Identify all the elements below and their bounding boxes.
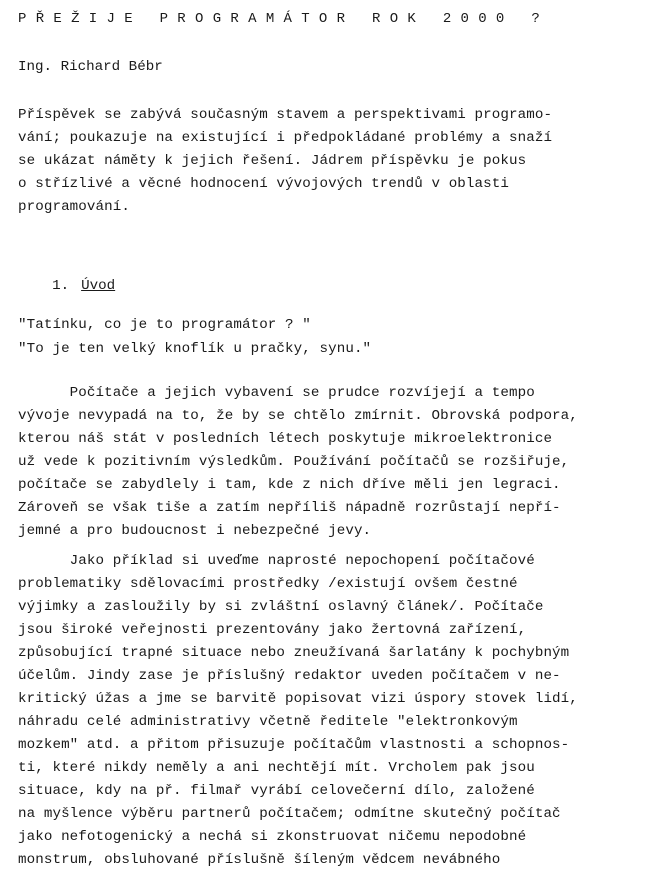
section-title: Úvod [81,278,116,294]
paragraph-line: problematiky sdělovacími prostředky /existují ovšem čestné [18,576,518,592]
abstract-line: programování. [18,199,130,215]
abstract-line: Příspěvek se zabývá současným stavem a perspektivami programo- [18,107,553,123]
quote-line: "To je ten velký knoflík u pračky, synu." [18,341,372,357]
paragraph-line: jemné a pro budoucnost i nebezpečné jevy. [18,523,372,539]
paragraph-line: ti, které nikdy neměly a ani nechtějí mít. Vrcholem pak jsou [18,760,535,776]
paragraph-line: monstrum, obsluhované příslušně šíleným vědcem nevábného [18,852,501,868]
paragraph-line: mozkem" atd. a přitom přisuzuje počítačům vlastnosti a schopnos- [18,737,570,753]
abstract-line: se ukázat náměty k jejich řešení. Jádrem příspěvku je pokus [18,153,527,169]
paragraph-line: účelům. Jindy zase je příslušný redaktor uveden počítačem v ne- [18,668,561,684]
paragraph-line: náhradu celé administrativy včetně ředitele "elektronkovým [18,714,518,730]
paragraph-line: kterou náš stát v posledních létech poskytuje mikroelektronice [18,431,553,447]
quote-line: "Tatínku, co je to programátor ? " [18,317,311,333]
document-title: PŘEŽIJE PROGRAMÁTOR ROK 2000 ? [18,11,550,27]
paragraph-line: Počítače a jejich vybavení se prudce rozvíjejí a tempo [18,385,535,401]
paragraph-line: výjimky a zasloužily by si zvláštní oslavný článek/. Počítače [18,599,544,615]
paragraph-line: Jako příklad si uveďme naprosté nepochopení počítačové [18,553,535,569]
paragraph-line: kritický úžas a jme se barvitě popisovat vizi úspory stovek lidí, [18,691,578,707]
paragraph-line: jsou široké veřejnosti prezentovány jako žertovná zařízení, [18,622,527,638]
paragraph-line: Zároveň se však tiše a zatím nepříliš nápadně rozrůstají nepří- [18,500,561,516]
paragraph-line: jako nefotogenický a nechá si zkonstruovat ničemu nepodobné [18,829,527,845]
paragraph-line: situace, kdy na př. filmař vyrábí celovečerní dílo, založené [18,783,535,799]
paragraph-line: na myšlence výběru partnerů počítačem; odmítne skutečný počítač [18,806,561,822]
abstract-line: vání; poukazuje na existující i předpokládané problémy a snaží [18,130,553,146]
paragraph-line: už vede k pozitivním výsledkům. Používání počítačů se rozšiřuje, [18,454,570,470]
author-name: Ing. Richard Bébr [18,59,163,75]
section-heading [18,262,115,310]
section-number: 1. [52,278,70,294]
paragraph-line: způsobující trapné situace nebo zneužívaná šarlatány k pochybným [18,645,570,661]
abstract-line: o střízlivé a věcné hodnocení vývojových trendů v oblasti [18,176,509,192]
paragraph-line: počítače se zabydlely i tam, kde z nich dříve měli jen legraci. [18,477,561,493]
paragraph-line: vývoje nevypadá na to, že by se chtělo zmírnit. Obrovská podpora, [18,408,578,424]
